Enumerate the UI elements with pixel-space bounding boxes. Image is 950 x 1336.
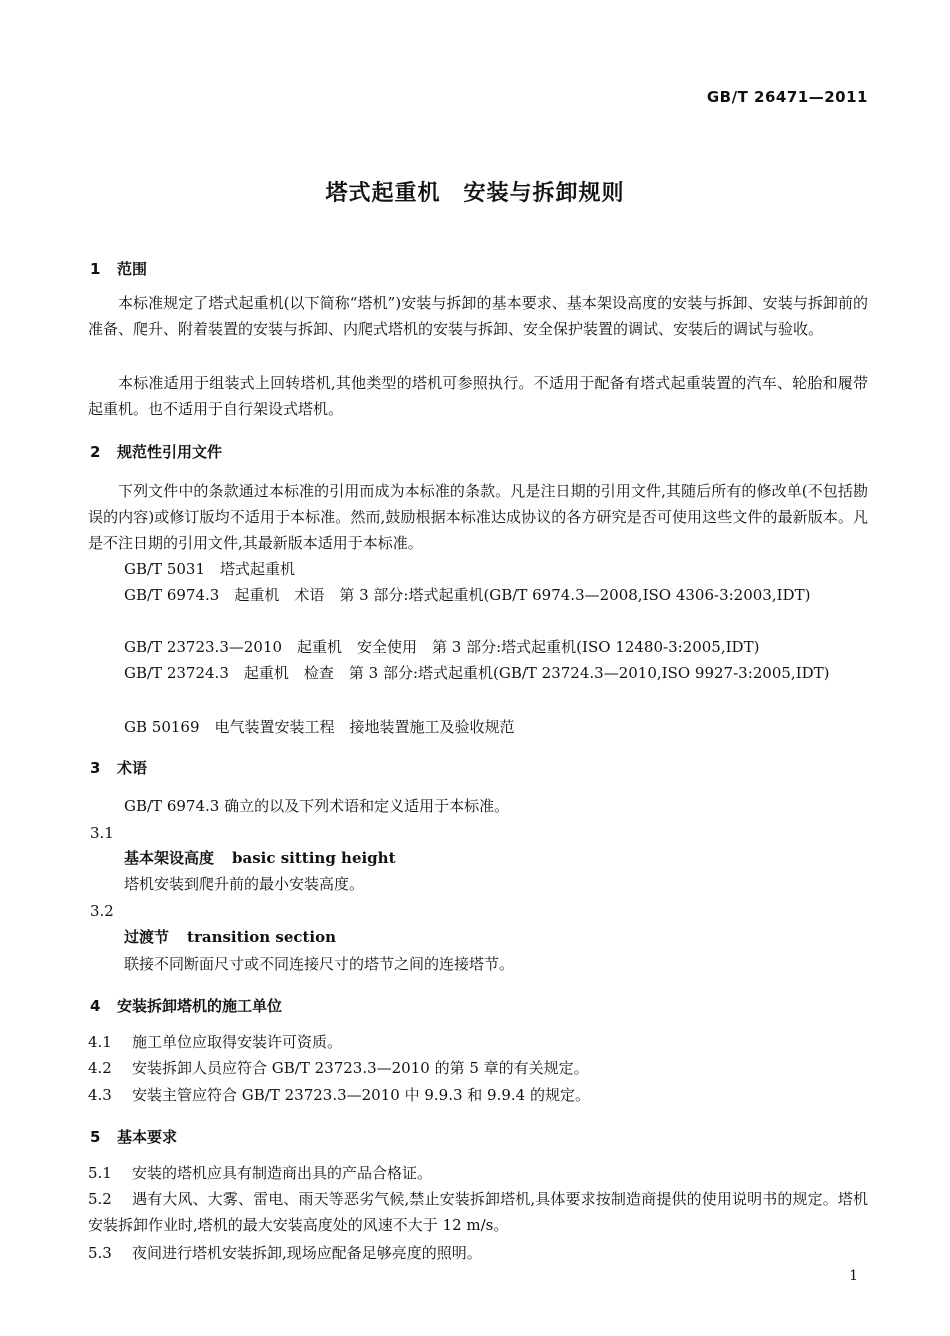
term-heading — [124, 924, 336, 950]
clause-text: 施工单位应取得安装许可资质。 — [132, 1033, 343, 1051]
section-number: 3 — [90, 759, 101, 777]
section-number: 5 — [90, 1128, 101, 1146]
clause-text: 安装主管应符合 GB/T 23723.3—2010 中 9.9.3 和 9.9.4 的规定。 — [132, 1086, 590, 1104]
clause-number: 4.3 — [88, 1086, 112, 1104]
section-title: 安装拆卸塔机的施工单位 — [117, 997, 283, 1015]
clause — [88, 1186, 868, 1238]
clause — [88, 1240, 482, 1266]
term-chinese: 过渡节 — [124, 928, 170, 946]
reference-item: GB/T 23723.3—2010 起重机 安全使用 第 3 部分:塔式起重机(ISO 12480-3:2005,IDT) — [124, 638, 760, 656]
term-number: 3.1 — [90, 824, 114, 842]
clause-text: 安装拆卸人员应符合 GB/T 23723.3—2010 的第 5 章的有关规定。 — [132, 1059, 589, 1077]
clause-text: 夜间进行塔机安装拆卸,现场应配备足够亮度的照明。 — [132, 1244, 482, 1262]
section-3-intro: GB/T 6974.3 确立的以及下列术语和定义适用于本标准。 — [124, 797, 510, 815]
term-english: basic sitting height — [232, 849, 396, 867]
clause-number: 5.3 — [88, 1244, 112, 1262]
term-definition: 塔机安装到爬升前的最小安装高度。 — [124, 875, 365, 893]
section-number: 1 — [90, 260, 101, 278]
reference-item: GB 50169 电气装置安装工程 接地装置施工及验收规范 — [124, 718, 515, 736]
term-english: transition section — [187, 928, 337, 946]
section-1-heading — [90, 258, 147, 279]
section-2-heading — [90, 441, 222, 462]
term-heading — [124, 845, 396, 871]
reference-item: GB/T 5031 塔式起重机 — [124, 560, 296, 578]
clause — [88, 1160, 432, 1186]
term-definition: 联接不同断面尺寸或不同连接尺寸的塔节之间的连接塔节。 — [124, 955, 515, 973]
document-title: 塔式起重机 安装与拆卸规则 — [325, 181, 625, 206]
clause-number: 4.2 — [88, 1059, 112, 1077]
clause-text: 遇有大风、大雾、雷电、雨天等恶劣气候,禁止安装拆卸塔机,具体要求按制造商提供的使用说明书的规定。塔机安装拆卸作业时,塔机的最大安装高度处的风速不大于 12 m/s。 — [88, 1190, 868, 1234]
section-4-heading — [90, 995, 282, 1016]
section-title: 规范性引用文件 — [117, 443, 223, 461]
standard-number: GB/T 26471—2011 — [706, 88, 868, 106]
section-2-intro: 下列文件中的条款通过本标准的引用而成为本标准的条款。凡是注日期的引用文件,其随后所有的修改单(不包括勘误的内容)或修订版均不适用于本标准。然而,鼓励根据本标准达成协议的各方研究是否可使用这些文件的最新版本。凡是不注日期的引用文件,其最新版本适用于本标准。 — [88, 482, 868, 552]
section-title: 范围 — [117, 260, 148, 278]
clause — [88, 1082, 590, 1108]
page-number: 1 — [849, 1268, 858, 1284]
term-number: 3.2 — [90, 902, 114, 920]
section-1-paragraph-1: 本标准规定了塔式起重机(以下简称“塔机”)安装与拆卸的基本要求、基本架设高度的安装与拆卸、安装与拆卸前的准备、爬升、附着装置的安装与拆卸、内爬式塔机的安装与拆卸、安全保护装置的调试、安装后的调试与验收。 — [88, 294, 868, 338]
reference-item: GB/T 6974.3 起重机 术语 第 3 部分:塔式起重机(GB/T 6974.3—2008,ISO 4306-3:2003,IDT) — [124, 586, 811, 604]
clause-number: 5.1 — [88, 1164, 112, 1182]
term-chinese: 基本架设高度 — [124, 849, 215, 867]
section-5-heading — [90, 1126, 177, 1147]
section-3-heading — [90, 757, 147, 778]
clause — [88, 1055, 589, 1081]
section-title: 术语 — [117, 759, 148, 777]
section-1-paragraph-2: 本标准适用于组装式上回转塔机,其他类型的塔机可参照执行。不适用于配备有塔式起重装置的汽车、轮胎和履带起重机。也不适用于自行架设式塔机。 — [88, 374, 868, 418]
section-number: 4 — [90, 997, 101, 1015]
clause-number: 4.1 — [88, 1033, 112, 1051]
reference-item: GB/T 23724.3 起重机 检查 第 3 部分:塔式起重机(GB/T 23724.3—2010,ISO 9927-3:2005,IDT) — [124, 664, 830, 682]
section-number: 2 — [90, 443, 101, 461]
clause — [88, 1029, 342, 1055]
clause-number: 5.2 — [88, 1190, 112, 1208]
section-title: 基本要求 — [117, 1128, 178, 1146]
clause-text: 安装的塔机应具有制造商出具的产品合格证。 — [132, 1164, 433, 1182]
